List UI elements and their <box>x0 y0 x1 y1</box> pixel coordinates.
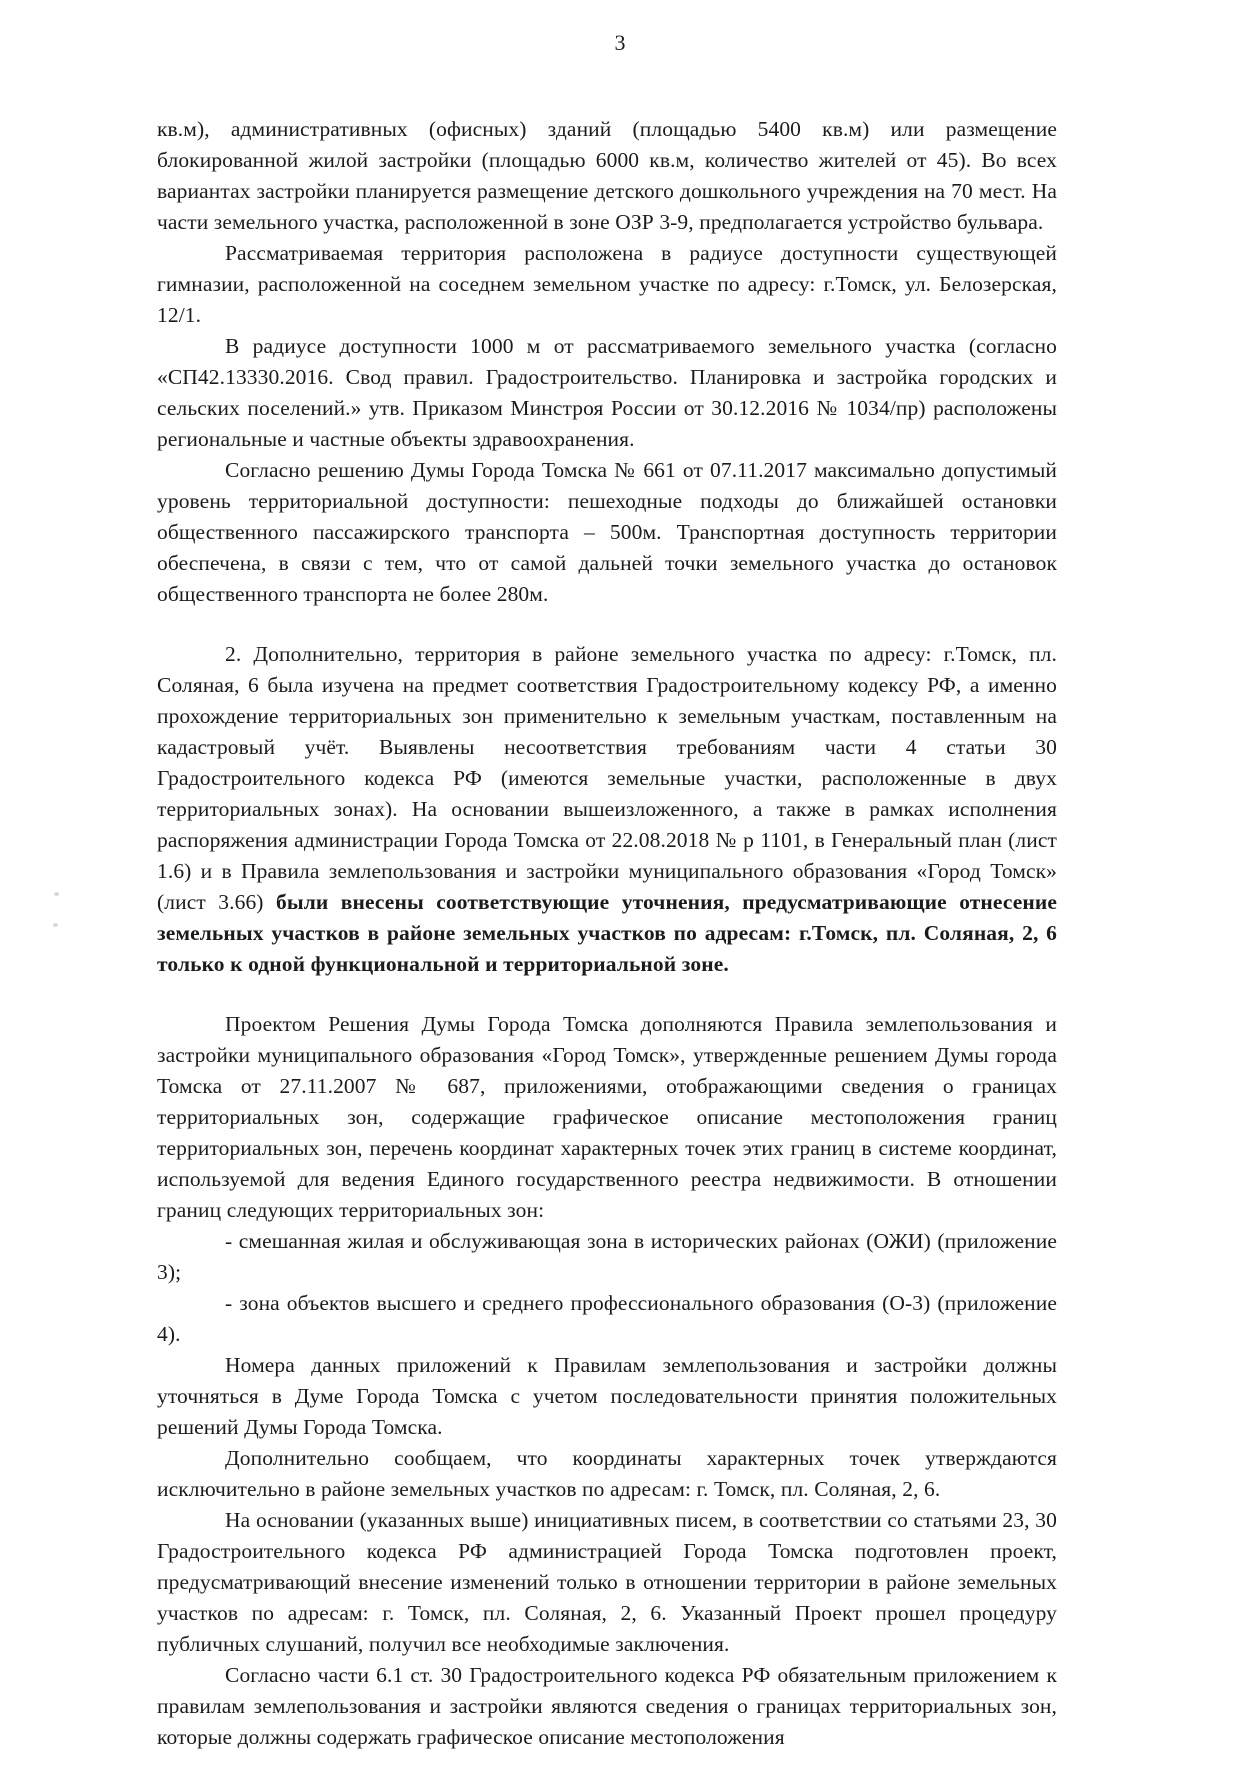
paragraph-text: 2. Дополнительно, территория в районе земельного участка по адресу: г.Томск, пл. Соляная, 6 была изучена на предмет соответствия Градостроительному кодексу РФ, а именно прохождение территориальных зон применительно к земельным участкам, поставленным на кадастровый учёт. Выявлены несоответствия требованиям части 4 статьи 30 Градостроительного кодекса РФ (имеются земельные участки, расположенные в двух территориальных зонах). На основании вышеизложенного, а также в рамках исполнения распоряжения администрации Города Томска от 22.08.2018 № р 1101, в Генеральный план (лист 1.6) и в Правила землепользования и застройки муниципального образования «Город Томск» (лист 3.66) <box>157 642 1057 914</box>
page-number: 3 <box>614 30 626 55</box>
paragraph-text: Согласно части 6.1 ст. 30 Градостроительного кодекса РФ обязательным приложением к правилам землепользования и застройки являются сведения о границах территориальных зон, которые должны содержать графическое описание местоположения <box>157 1663 1057 1749</box>
list-item-zone-o3 <box>157 1288 1057 1350</box>
scan-speck-artifact <box>53 923 58 927</box>
scan-speck-artifact <box>54 892 59 896</box>
paragraph-bold-text: были внесены соответствующие уточнения, предусматривающие отнесение земельных участков в районе земельных участков по адресам: г.Томск, пл. Соляная, 2, 6 только к одной функциональной и территориальной зоне. <box>157 890 1057 976</box>
paragraph <box>157 1660 1057 1753</box>
paragraph-text: Номера данных приложений к Правилам землепользования и застройки должны уточняться в Думе Города Томска с учетом последовательности принятия положительных решений Думы Города Томска. <box>157 1353 1057 1439</box>
paragraph-text: На основании (указанных выше) инициативных писем, в соответствии со статьями 23, 30 Градостроительного кодекса РФ администрацией Города Томска подготовлен проект, предусматривающий внесение изменений только в отношении территории в районе земельных участков по адресам: г. Томск, пл. Соляная, 2, 6. Указанный Проект прошел процедуру публичных слушаний, получил все необходимые заключения. <box>157 1508 1057 1656</box>
paragraph-continuation <box>157 114 1057 238</box>
paragraph <box>157 1505 1057 1660</box>
paragraph <box>157 455 1057 610</box>
paragraph-text: кв.м), административных (офисных) зданий (площадью 5400 кв.м) или размещение блокированной жилой застройки (площадью 6000 кв.м, количество жителей от 45). Во всех вариантах застройки планируется размещение детского дошкольного учреждения на 70 мест. На части земельного участка, расположенной в зоне ОЗР 3-9, предполагается устройство бульвара. <box>157 117 1057 234</box>
scanned-document-page <box>0 30 1240 1783</box>
paragraph-item-2 <box>157 639 1057 980</box>
paragraph <box>157 331 1057 455</box>
paragraph-text: В радиусе доступности 1000 м от рассматриваемого земельного участка (согласно «СП42.13330.2016. Свод правил. Градостроительство. Планировка и застройка городских и сельских поселений.» утв. Приказом Минстроя России от 30.12.2016 № 1034/пр) расположены региональные и частные объекты здравоохранения. <box>157 334 1057 451</box>
paragraph <box>157 238 1057 331</box>
list-item-zone-ozhi <box>157 1226 1057 1288</box>
paragraph-text: Проектом Решения Думы Города Томска дополняются Правила землепользования и застройки муниципального образования «Город Томск», утвержденные решением Думы города Томска от 27.11.2007 № 687, приложениями, отображающими сведения о границах территориальных зон, содержащие графическое описание местоположения границ территориальных зон, перечень координат характерных точек этих границ в системе координат, используемой для ведения Единого государственного реестра недвижимости. В отношении границ следующих территориальных зон: <box>157 1012 1057 1222</box>
paragraph-text: - смешанная жилая и обслуживающая зона в исторических районах (ОЖИ) (приложение 3); <box>157 1229 1057 1284</box>
paragraph-text: Рассматриваемая территория расположена в радиусе доступности существующей гимназии, расположенной на соседнем земельном участке по адресу: г.Томск, ул. Белозерская, 12/1. <box>157 241 1057 327</box>
paragraph <box>157 1009 1057 1226</box>
paragraph-text: Согласно решению Думы Города Томска № 661 от 07.11.2017 максимально допустимый уровень территориальной доступности: пешеходные подходы до ближайшей остановки общественного пассажирского транспорта – 500м. Транспортная доступность территории обеспечена, в связи с тем, что от самой дальней точки земельного участка до остановок общественного транспорта не более 280м. <box>157 458 1057 606</box>
document-body <box>157 114 1057 1753</box>
paragraph <box>157 1350 1057 1443</box>
paragraph-text: Дополнительно сообщаем, что координаты характерных точек утверждаются исключительно в районе земельных участков по адресам: г. Томск, пл. Соляная, 2, 6. <box>157 1446 1057 1501</box>
paragraph-text: - зона объектов высшего и среднего профессионального образования (О-3) (приложение 4). <box>157 1291 1057 1346</box>
paragraph <box>157 1443 1057 1505</box>
